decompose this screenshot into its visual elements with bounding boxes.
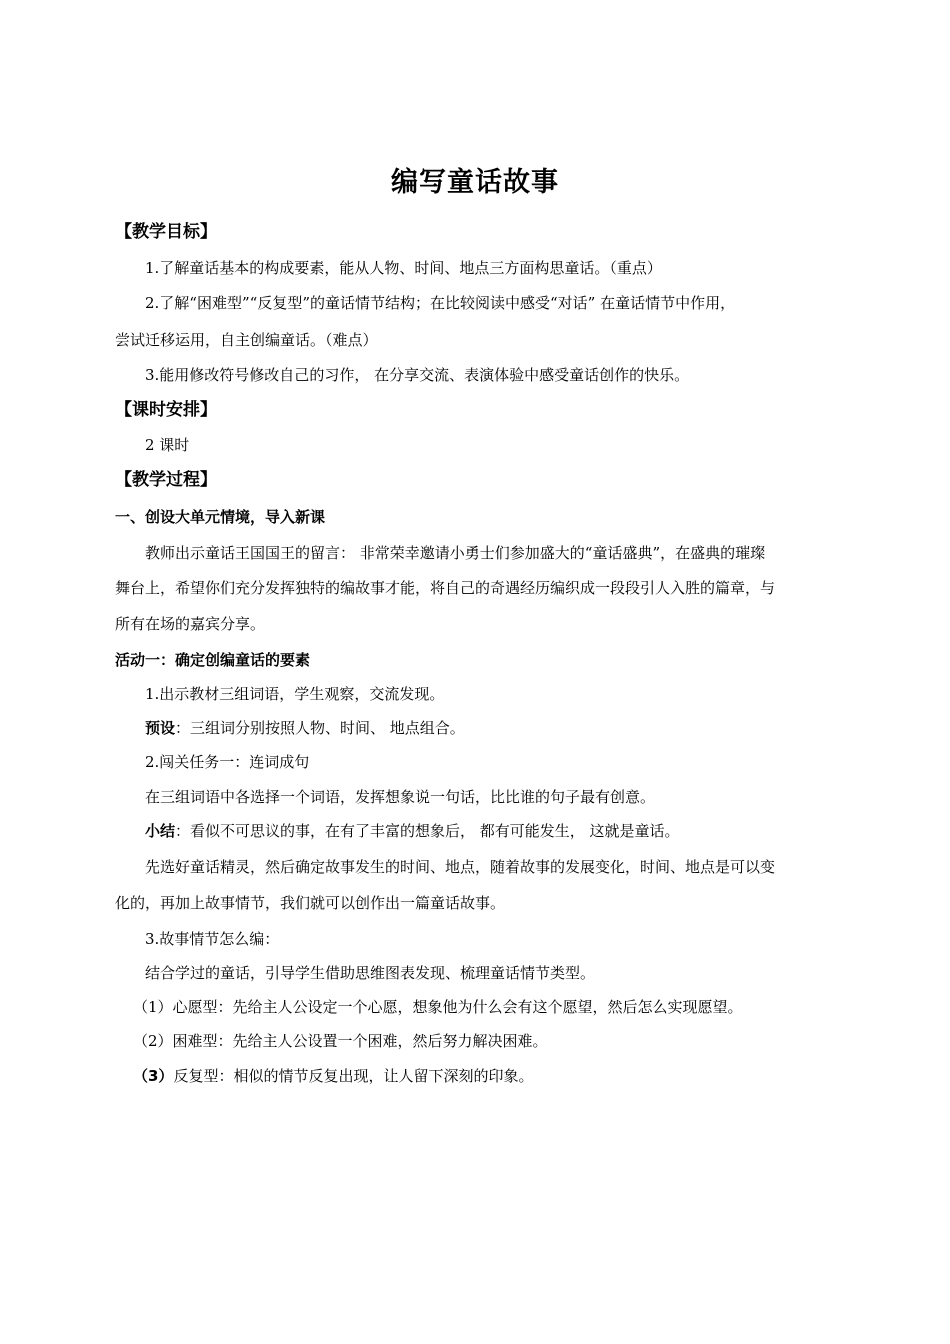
plot-type-2: （2）困难型：先给主人公设置一个困难，然后努力解决困难。: [133, 1032, 548, 1050]
intro-line-2: 舞台上，希望你们充分发挥独特的编故事才能，将自己的奇遇经历编织成一段段引人入胜的篇章，与: [115, 579, 776, 597]
intro-line-3: 所有在场的嘉宾分享。: [115, 615, 266, 633]
goal-item-1: 1.了解童话基本的构成要素，能从人物、时间、地点三方面构思童话。（重点）: [145, 259, 662, 277]
preset-label: 预设: [145, 719, 176, 737]
goal-item-3: 3.能用修改符号修改自己的习作， 在分享交流、表演体验中感受童话创作的快乐。: [145, 366, 690, 384]
paragraph-line-1: 先选好童话精灵，然后确定故事发生的时间、地点，随着故事的发展变化，时间、地点是可以变: [145, 858, 776, 876]
goal-item-2-line-2: 尝试迁移运用，自主创编童话。（难点）: [115, 331, 378, 349]
activity1-item-2-text: 在三组词语中各选择一个词语，发挥想象说一句话，比比谁的句子最有创意。: [145, 788, 656, 806]
activity1-item-2: 2.闯关任务一：连词成句: [145, 753, 310, 771]
plot-type-3-number: （3）: [133, 1067, 174, 1085]
preset-line: [145, 718, 950, 738]
activity1-heading: 活动一：确定创编童话的要素: [115, 651, 311, 669]
process-heading: 【教学过程】: [115, 470, 217, 490]
intro-line-1: 教师出示童话王国国王的留言： 非常荣幸邀请小勇士们参加盛大的“童话盛典”，在盛典的璀璨: [145, 544, 766, 562]
schedule-heading: 【课时安排】: [115, 400, 217, 420]
plot-type-1: （1）心愿型：先给主人公设定一个心愿，想象他为什么会有这个愿望，然后怎么实现愿望。: [133, 998, 743, 1016]
summary-line: [145, 821, 950, 841]
summary-label: 小结: [145, 822, 176, 840]
paragraph-line-2: 化的，再加上故事情节，我们就可以创作出一篇童话故事。: [115, 894, 506, 912]
goals-heading: 【教学目标】: [115, 222, 217, 242]
activity1-item-3: 3.故事情节怎么编：: [145, 930, 280, 948]
part1-heading: 一、创设大单元情境，导入新课: [115, 508, 326, 526]
goal-item-2-line-1: 2.了解“困难型”“反复型”的童话情节结构；在比较阅读中感受“对话” 在童话情节中作用，: [145, 294, 736, 312]
activity1-item-1: 1.出示教材三组词语，学生观察，交流发现。: [145, 685, 445, 703]
document-title: 编写童话故事: [391, 167, 559, 198]
schedule-text: 2 课时: [145, 436, 190, 454]
activity1-item-3-text: 结合学过的童话，引导学生借助思维图表发现、梳理童话情节类型。: [145, 964, 596, 982]
plot-type-3: [133, 1066, 950, 1086]
plot-type-3-text: 反复型：相似的情节反复出现，让人留下深刻的印象。: [173, 1067, 534, 1085]
summary-text: ：看似不可思议的事，在有了丰富的想象后， 都有可能发生， 这就是童话。: [175, 822, 680, 840]
preset-text: ：三组词分别按照人物、时间、 地点组合。: [175, 719, 465, 737]
